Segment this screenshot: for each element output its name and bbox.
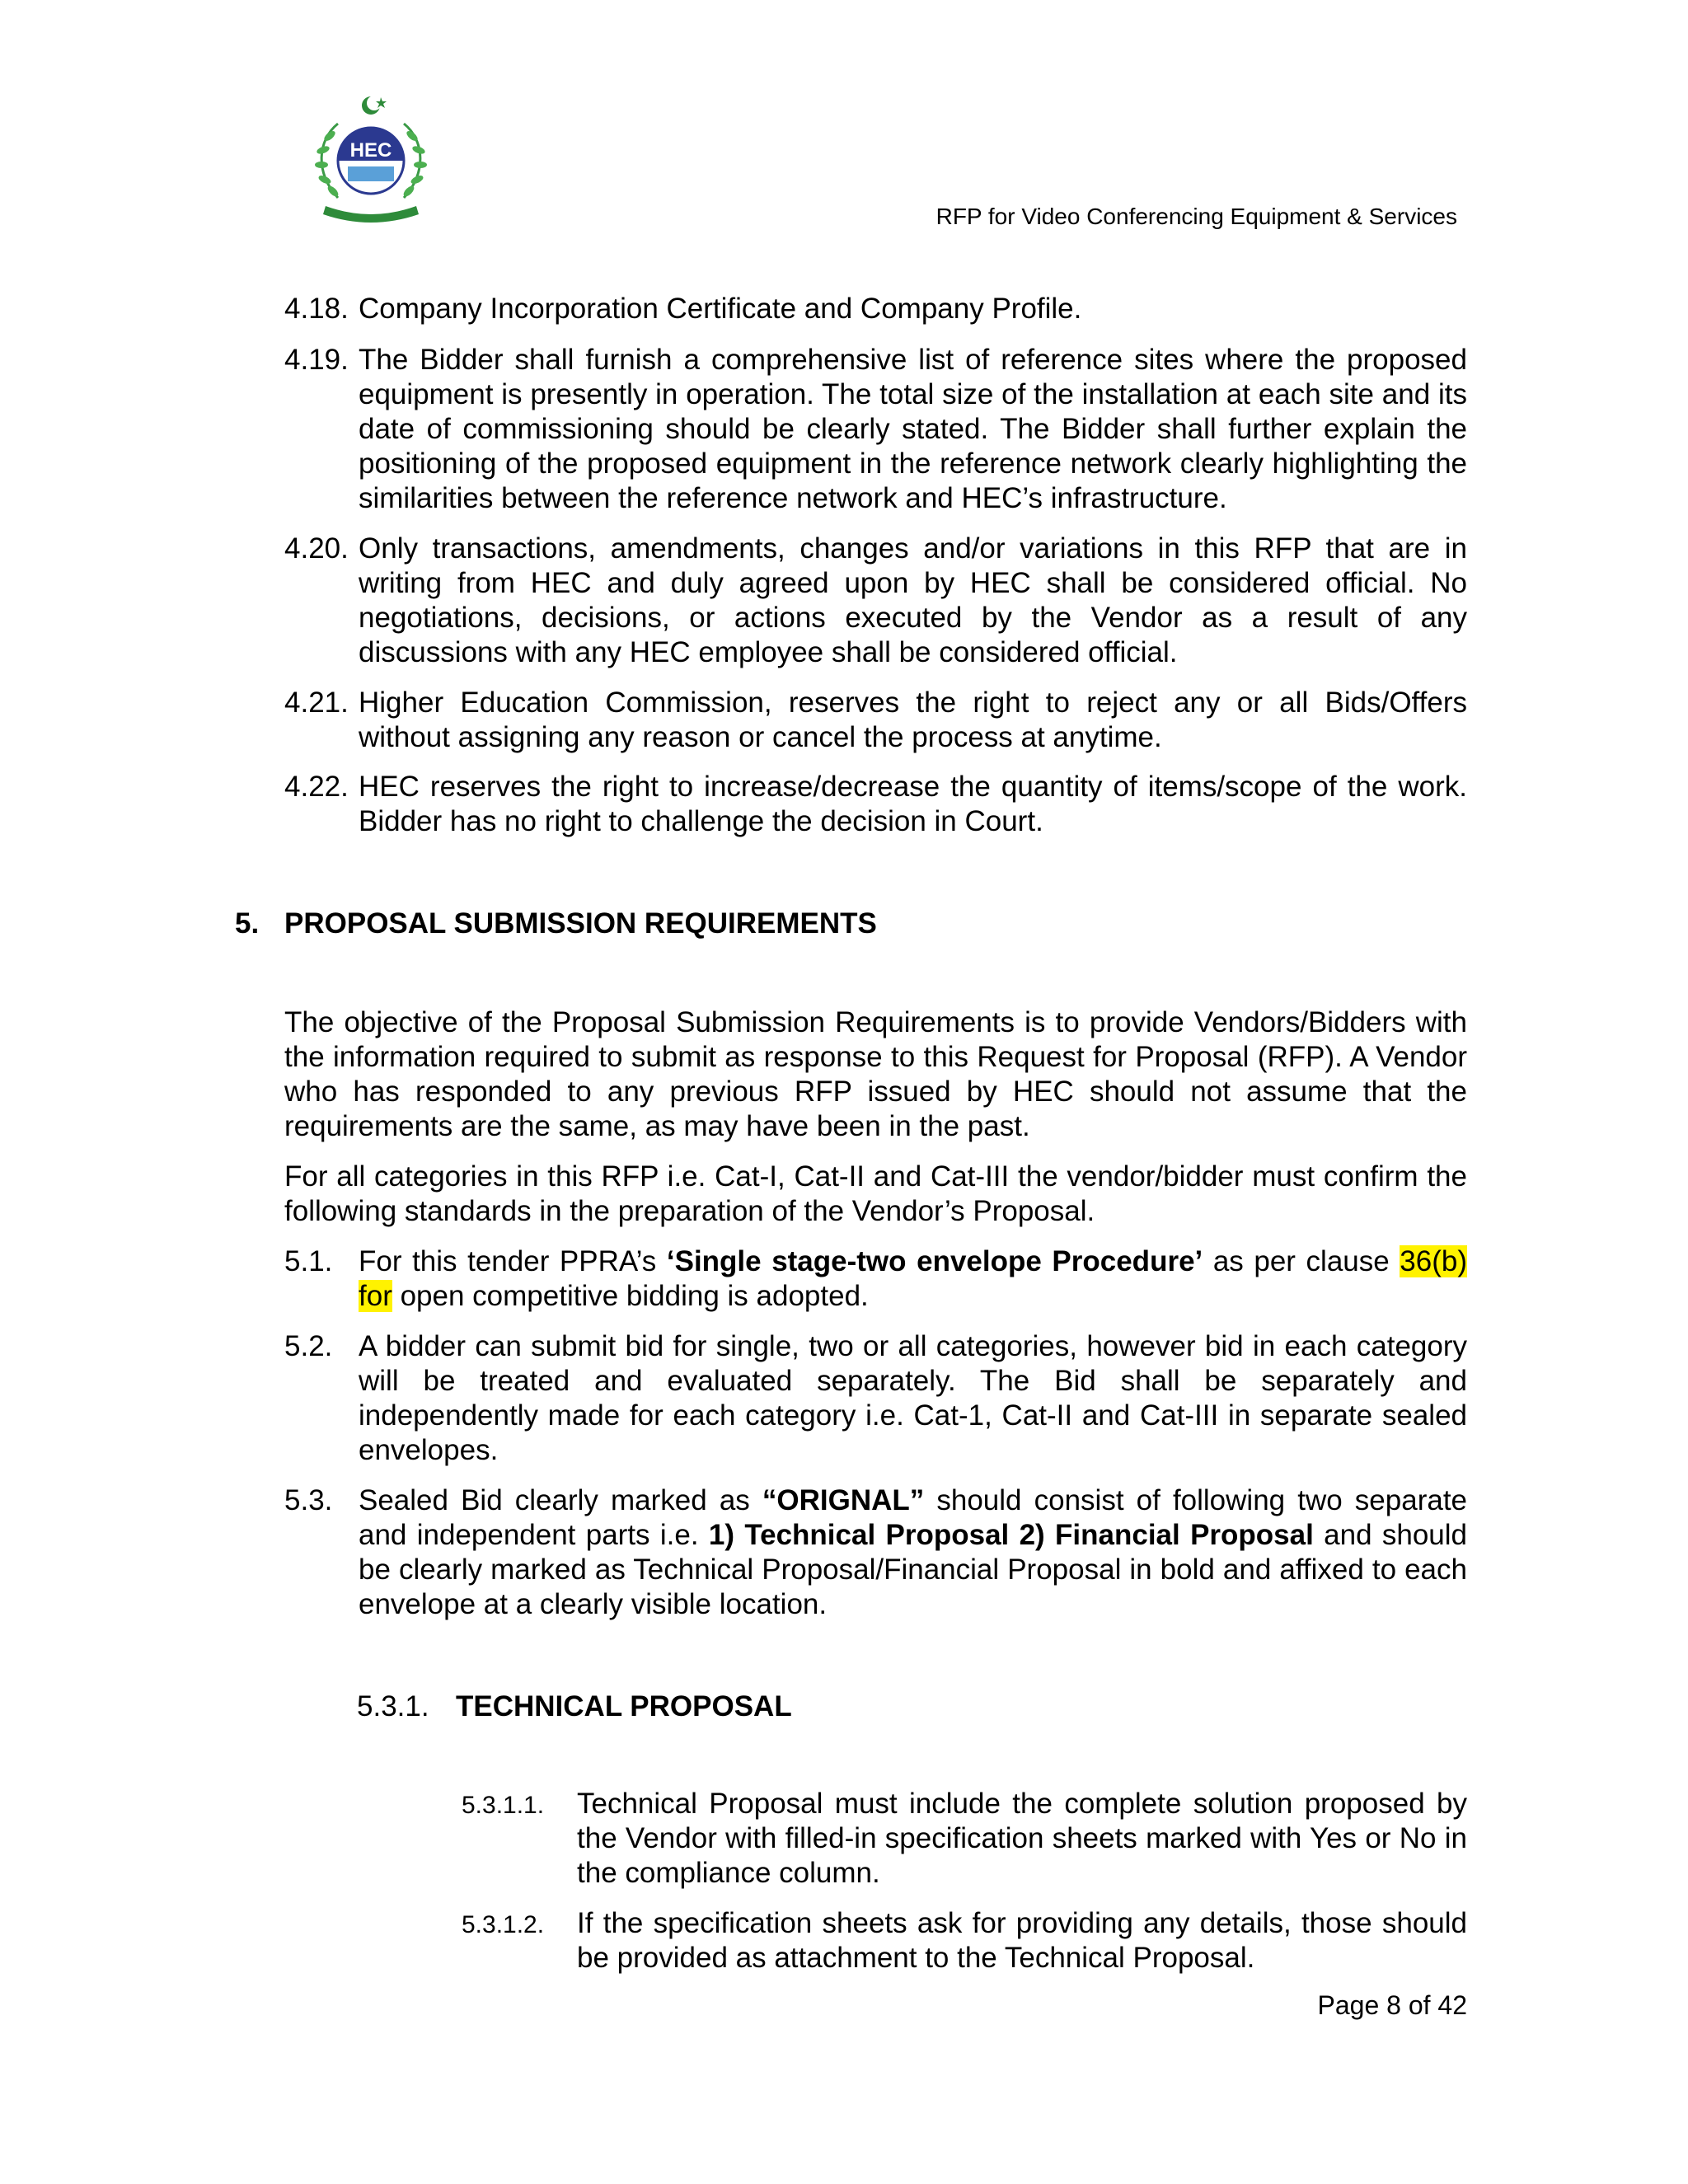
section-title: PROPOSAL SUBMISSION REQUIREMENTS — [284, 907, 877, 940]
text-run: For this tender PPRA’s — [359, 1245, 667, 1277]
clause-number: 5.3.1.2. — [462, 1911, 545, 1938]
header-title: RFP for Video Conferencing Equipment & Services — [935, 204, 1457, 229]
clause-number: 4.21. — [284, 687, 349, 719]
clause-text: Higher Education Commission, reserves the right to reject any or all Bids/Offers without assigning any reason or cancel the process at anytime. — [359, 687, 1467, 753]
clause-text: Only transactions, amendments, changes and/or variations in this RFP that are in writing from HEC and duly agreed upon by HEC shall be considered official. No negotiations, decisions, or actions executed by the Vendor as a result of any discussions with any HEC employee shall be considered official. — [359, 532, 1467, 668]
clause-text: Company Incorporation Certificate and Company Profile. — [359, 293, 1082, 325]
section-number: 5. — [235, 907, 260, 940]
clause-number: 5.3.1.1. — [462, 1792, 545, 1819]
subsection-title: TECHNICAL PROPOSAL — [456, 1690, 792, 1722]
clause-number: 4.19. — [284, 344, 349, 376]
clause-text: HEC reserves the right to increase/decrease the quantity of items/scope of the work. Bidder has no right to challenge the decision in Court. — [359, 771, 1467, 837]
clause-text: If the specification sheets ask for providing any details, those should be provided as attachment to the Technical Proposal. — [577, 1907, 1467, 1974]
clause-5-3 — [284, 1483, 1467, 1622]
clause-text: Technical Proposal must include the complete solution proposed by the Vendor with filled-in specification sheets marked with Yes or No in the compliance column. — [577, 1788, 1467, 1889]
clause-4-20 — [284, 532, 1467, 670]
section-5-intro: The objective of the Proposal Submission Requirements is to provide Vendors/Bidders with the information required to submit as response to this Request for Proposal (RFP). A Vendor who has responded to any previous RFP issued by HEC should not assume that the requirements are the same, as may have been in the past. — [284, 1006, 1467, 1142]
subsection-5-3-1-heading — [357, 1690, 792, 1724]
clause-number: 5.1. — [284, 1245, 333, 1277]
clause-number: 4.20. — [284, 532, 349, 565]
clause-4-22 — [284, 770, 1467, 839]
text-run: should consist of following two separate and independent parts i.e. — [359, 1484, 1468, 1551]
clause-4-18 — [284, 292, 1467, 326]
section-5-intro-2: For all categories in this RFP i.e. Cat-I, Cat-II and Cat-III the vendor/bidder must confirm the following standards in the preparation of the Vendor’s Proposal. — [284, 1160, 1467, 1227]
logo-text: HEC — [349, 139, 392, 162]
clause-text: A bidder can submit bid for single, two or all categories, however bid in each category will be treated and evaluated separately. The Bid shall be separately and independently made for each category i.e. Cat-1, Cat-II and Cat-III in separate sealed envelopes. — [359, 1330, 1467, 1466]
clause-number: 4.18. — [284, 293, 349, 325]
highlighted-run: 36(b) for — [359, 1245, 1468, 1312]
clause-number: 5.3. — [284, 1484, 333, 1516]
clause-5-1 — [284, 1244, 1467, 1314]
text-run: as per clause — [1203, 1245, 1400, 1277]
clause-5-3-1-1 — [462, 1787, 1467, 1891]
clause-text — [359, 1244, 1467, 1314]
bold-run: 1) Technical Proposal 2) Financial Proposal — [708, 1519, 1314, 1551]
clause-5-3-1-2 — [462, 1906, 1467, 1975]
clause-number: 5.2. — [284, 1330, 333, 1362]
text-run: open competitive bidding is adopted. — [392, 1280, 869, 1312]
bold-run: ‘Single stage-two envelope Procedure’ — [666, 1245, 1203, 1277]
subsection-number: 5.3.1. — [357, 1690, 429, 1722]
clause-4-21 — [284, 686, 1467, 755]
clause-4-19 — [284, 343, 1467, 516]
bold-run: “ORIGNAL” — [762, 1484, 925, 1516]
clause-5-2 — [284, 1329, 1467, 1468]
clause-text: The Bidder shall furnish a comprehensive list of reference sites where the proposed equipment is presently in operation. The total size of the installation at each site and its date of commissioning should be clearly stated. The Bidder shall further explain the positioning of the proposed equipment in the reference network clearly highlighting the similarities between the reference network and HEC’s infrastructure. — [359, 344, 1467, 514]
clause-number: 4.22. — [284, 771, 349, 803]
text-run: Sealed Bid clearly marked as — [359, 1484, 762, 1516]
page-number: Page 8 of 42 — [1317, 1990, 1467, 2020]
section-5-heading — [235, 907, 877, 941]
hec-logo — [305, 91, 437, 227]
clause-text — [359, 1483, 1467, 1622]
text-run: and should be clearly marked as Technical Proposal/Financial Proposal in bold and affixed to each envelope at a clearly visible location. — [359, 1519, 1468, 1620]
